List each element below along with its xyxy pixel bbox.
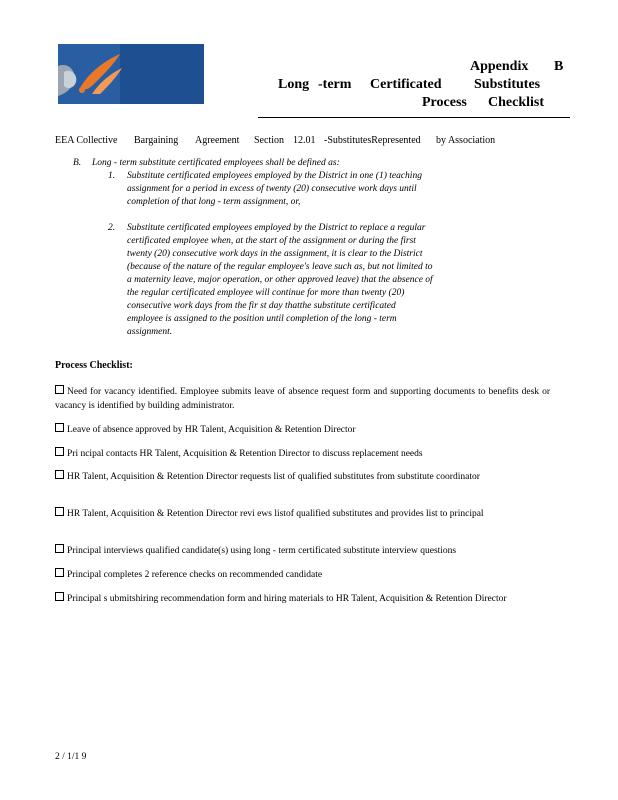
checklist-heading: Process Checklist: <box>55 360 133 371</box>
checkbox-icon[interactable] <box>55 507 64 516</box>
checklist-item-text: Pri ncipal contacts HR Talent, Acquisition & Retention Director to discuss replacement needs <box>67 449 423 459</box>
definition-item-2 <box>108 222 528 339</box>
document-title <box>270 58 570 112</box>
checkbox-icon[interactable] <box>55 568 64 577</box>
checklist-item-text: Need for vacancy identified. Employee submits leave of absence request form and supporting documents to benefits desk or vacancy is identified by building administrator. <box>55 387 550 411</box>
definition-item-2-line: assignment. <box>127 327 173 337</box>
definition-item-1-marker: 1. <box>108 171 116 181</box>
definition-intro-text: Long - term substitute certificated employees shall be defined as: <box>92 158 340 168</box>
definition-item-2-line: certificated employee when, at the start of the assignment or during the first <box>127 236 416 246</box>
checklist-item-text: HR Talent, Acquisition & Retention Director requests list of qualified substitutes from substitute coordinator <box>67 472 480 482</box>
checklist-item-text: Principal interviews qualified candidate(s) using long - term certificated substitute interview questions <box>67 546 457 556</box>
definition-intro <box>73 157 340 170</box>
title-checklist: Checklist <box>488 95 544 110</box>
title-line-3 <box>270 94 570 112</box>
checklist-item-text: HR Talent, Acquisition & Retention Director revi ews listof qualified substitutes and provides list to principal <box>67 509 484 519</box>
title-appendix: Appendix <box>470 59 529 74</box>
title-line-2 <box>270 76 570 94</box>
checklist-item-reference-checks <box>55 568 550 582</box>
agreement-part-4: Section <box>254 135 284 146</box>
title-appendix-letter: B <box>554 59 564 74</box>
agreement-part-7: by Association <box>436 135 496 146</box>
definition-item-1-line: 1. Substitute certificated employees employed by the District in one (1) teaching <box>108 171 422 181</box>
agreement-part-3: Agreement <box>195 135 240 146</box>
title-divider <box>258 117 570 118</box>
title-line-1 <box>270 58 570 76</box>
checklist-item-text: Leave of absence approved by HR Talent, Acquisition & Retention Director <box>67 425 356 435</box>
checkbox-icon[interactable] <box>55 592 64 601</box>
definition-intro-marker: B. <box>73 158 82 168</box>
definition-item-2-line: a maternity leave, major operation, or other approved leave) that the absence of <box>127 275 433 285</box>
definition-item-2-line: 2. Substitute certificated employees employed by the District to replace a regular <box>108 223 426 233</box>
checklist-item-text: Principal completes 2 reference checks on recommended candidate <box>67 570 323 580</box>
title-long: Long <box>278 77 310 92</box>
checkbox-icon[interactable] <box>55 447 64 456</box>
checklist-item-text: Principal s ubmitshiring recommendation form and hiring materials to HR Talent, Acquisition & Retention Director <box>67 594 507 604</box>
checklist-item-principal-contacts <box>55 447 550 461</box>
agreement-part-2: Bargaining <box>134 135 179 146</box>
checklist-item-requests-list <box>55 470 550 484</box>
title-substitutes: Substitutes <box>474 77 541 92</box>
checkbox-icon[interactable] <box>55 544 64 553</box>
definition-item-1-line: completion of that long - term assignment, or, <box>127 197 301 207</box>
checklist-item-reviews-list <box>55 507 550 521</box>
definition-item-1-line: assignment for a period in excess of twenty (20) consecutive work days until <box>127 184 417 194</box>
agreement-part-6: -SubstitutesRepresented <box>324 135 421 146</box>
definition-item-2-line: consecutive work days from the fir st day thatthe substitute certificated <box>127 301 396 311</box>
title-process: Process <box>422 95 467 110</box>
definition-item-2-line: employee is assigned to the position until completion of the long - term <box>127 314 397 324</box>
definition-item-2-line: twenty (20) consecutive work days in the assignment, it is clear to the District <box>127 249 423 259</box>
agreement-part-1: EEA Collective <box>55 135 118 146</box>
checklist-item-submits-hiring <box>55 592 550 606</box>
agreement-part-5: 12.01 <box>293 135 316 146</box>
checklist-item-vacancy <box>55 385 550 413</box>
checkbox-icon[interactable] <box>55 470 64 479</box>
district-logo <box>58 44 204 104</box>
footer-date: 2 / 1/1 9 <box>55 752 87 762</box>
checklist-item-interviews <box>55 544 550 558</box>
definition-item-2-marker: 2. <box>108 223 116 233</box>
checkbox-icon[interactable] <box>55 385 64 394</box>
definition-item-2-line: the regular certificated employee will continue for more than twenty (20) <box>127 288 405 298</box>
definition-item-2-line: (because of the nature of the regular employee's leave such as, but not limited to <box>127 262 433 272</box>
title-certificated: Certificated <box>370 77 442 92</box>
checklist-item-leave-approved <box>55 423 550 437</box>
definition-item-1 <box>108 170 528 209</box>
checkbox-icon[interactable] <box>55 423 64 432</box>
title-term: -term <box>318 77 352 92</box>
district-logo-icon <box>58 44 204 104</box>
